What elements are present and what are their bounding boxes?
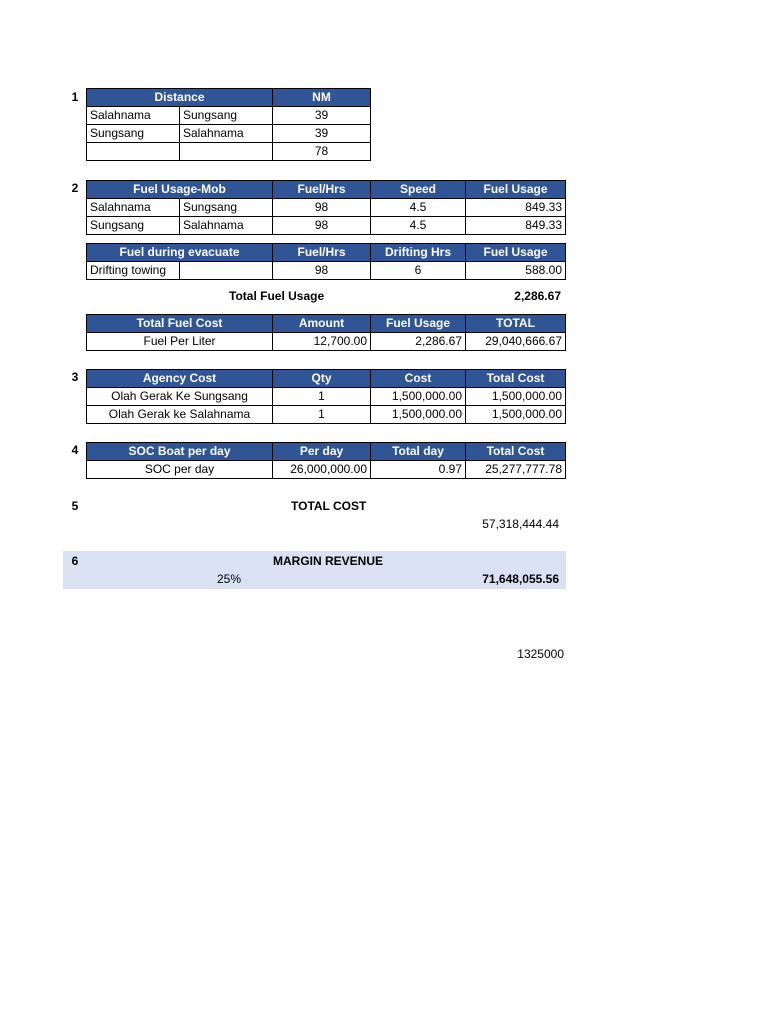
total-cost-value: 57,318,444.44 xyxy=(482,517,559,531)
cost: 1,500,000.00 xyxy=(371,406,466,424)
distance-table xyxy=(86,88,371,161)
total-cost-label: TOTAL COST xyxy=(291,499,367,513)
fuel-cost-header: Total Fuel Cost xyxy=(87,315,273,333)
total-day-header: Total day xyxy=(371,443,466,461)
route-from: Salahnama xyxy=(87,199,180,217)
fuel-cost-table xyxy=(86,314,566,351)
distance-header: Distance xyxy=(87,89,273,107)
table-row xyxy=(87,262,566,280)
fuel-hrs: 98 xyxy=(273,199,371,217)
margin-revenue-value: 71,648,055.56 xyxy=(482,572,559,586)
route-from: Sungsang xyxy=(87,125,180,143)
fuel-hrs-header: Fuel/Hrs xyxy=(273,244,371,262)
route-to: Salahnama xyxy=(180,217,273,235)
qty: 1 xyxy=(273,406,371,424)
agency-label: Olah Gerak Ke Sungsang xyxy=(87,388,273,406)
fuel-total: 29,040,666.67 xyxy=(466,333,566,351)
table-row xyxy=(87,143,371,161)
total-day: 0.97 xyxy=(371,461,466,479)
total-cost: 1,500,000.00 xyxy=(466,406,566,424)
cost: 1,500,000.00 xyxy=(371,388,466,406)
fuel-usage: 588.00 xyxy=(466,262,566,280)
qty-header: Qty xyxy=(273,370,371,388)
speed: 4.5 xyxy=(371,199,466,217)
table-row xyxy=(87,199,566,217)
table-row xyxy=(87,388,566,406)
agency-cost-header: Agency Cost xyxy=(87,370,273,388)
table-row xyxy=(87,125,371,143)
table-row xyxy=(87,333,566,351)
total-cost-header: Total Cost xyxy=(466,370,566,388)
drifting-hrs: 6 xyxy=(371,262,466,280)
fuel-mob-table xyxy=(86,180,566,235)
table-row xyxy=(87,107,371,125)
fuel-hrs-header: Fuel/Hrs xyxy=(273,181,371,199)
route-from: Sungsang xyxy=(87,217,180,235)
fuel-usage: 849.33 xyxy=(466,217,566,235)
table-row xyxy=(87,461,566,479)
section-number-2: 2 xyxy=(71,181,79,195)
fuel-hrs: 98 xyxy=(273,262,371,280)
per-day-header: Per day xyxy=(273,443,371,461)
route-nm: 39 xyxy=(273,125,371,143)
total-fuel-usage-value: 2,286.67 xyxy=(514,289,561,303)
section-number-1: 1 xyxy=(71,90,79,104)
fuel-per-liter-label: Fuel Per Liter xyxy=(87,333,273,351)
section-number-4: 4 xyxy=(71,443,79,457)
empty-cell xyxy=(180,262,273,280)
per-day: 26,000,000.00 xyxy=(273,461,371,479)
distance-total: 78 xyxy=(273,143,371,161)
table-row xyxy=(87,217,566,235)
total-header: TOTAL xyxy=(466,315,566,333)
fuel-evacuate-header: Fuel during evacuate xyxy=(87,244,273,262)
cost-header: Cost xyxy=(371,370,466,388)
amount: 12,700.00 xyxy=(273,333,371,351)
route-to: Sungsang xyxy=(180,107,273,125)
empty-cell xyxy=(87,143,180,161)
fuel-usage-header: Fuel Usage xyxy=(466,244,566,262)
fuel-usage: 2,286.67 xyxy=(371,333,466,351)
nm-header: NM xyxy=(273,89,371,107)
total-cost: 1,500,000.00 xyxy=(466,388,566,406)
evacuate-label: Drifting towing xyxy=(87,262,180,280)
fuel-evacuate-table xyxy=(86,243,566,280)
fuel-usage-header: Fuel Usage xyxy=(371,315,466,333)
total-fuel-usage-label: Total Fuel Usage xyxy=(229,289,325,303)
soc-label: SOC per day xyxy=(87,461,273,479)
drifting-hrs-header: Drifting Hrs xyxy=(371,244,466,262)
section-number-5: 5 xyxy=(71,499,79,513)
soc-boat-header: SOC Boat per day xyxy=(87,443,273,461)
margin-percent: 25% xyxy=(216,572,241,586)
route-nm: 39 xyxy=(273,107,371,125)
margin-revenue-label: MARGIN REVENUE xyxy=(273,554,384,568)
speed-header: Speed xyxy=(371,181,466,199)
section-number-3: 3 xyxy=(71,370,79,384)
table-row xyxy=(87,406,566,424)
agency-label: Olah Gerak ke Salahnama xyxy=(87,406,273,424)
amount-header: Amount xyxy=(273,315,371,333)
route-from: Salahnama xyxy=(87,107,180,125)
fuel-hrs: 98 xyxy=(273,217,371,235)
fuel-usage-header: Fuel Usage xyxy=(466,181,566,199)
fuel-usage: 849.33 xyxy=(466,199,566,217)
route-to: Salahnama xyxy=(180,125,273,143)
total-cost: 25,277,777.78 xyxy=(466,461,566,479)
qty: 1 xyxy=(273,388,371,406)
fuel-mob-header: Fuel Usage-Mob xyxy=(87,181,273,199)
extra-value: 1325000 xyxy=(517,647,564,661)
agency-cost-table xyxy=(86,369,566,424)
section-number-6: 6 xyxy=(71,554,79,568)
speed: 4.5 xyxy=(371,217,466,235)
soc-boat-table xyxy=(86,442,566,479)
empty-cell xyxy=(180,143,273,161)
route-to: Sungsang xyxy=(180,199,273,217)
total-cost-header: Total Cost xyxy=(466,443,566,461)
